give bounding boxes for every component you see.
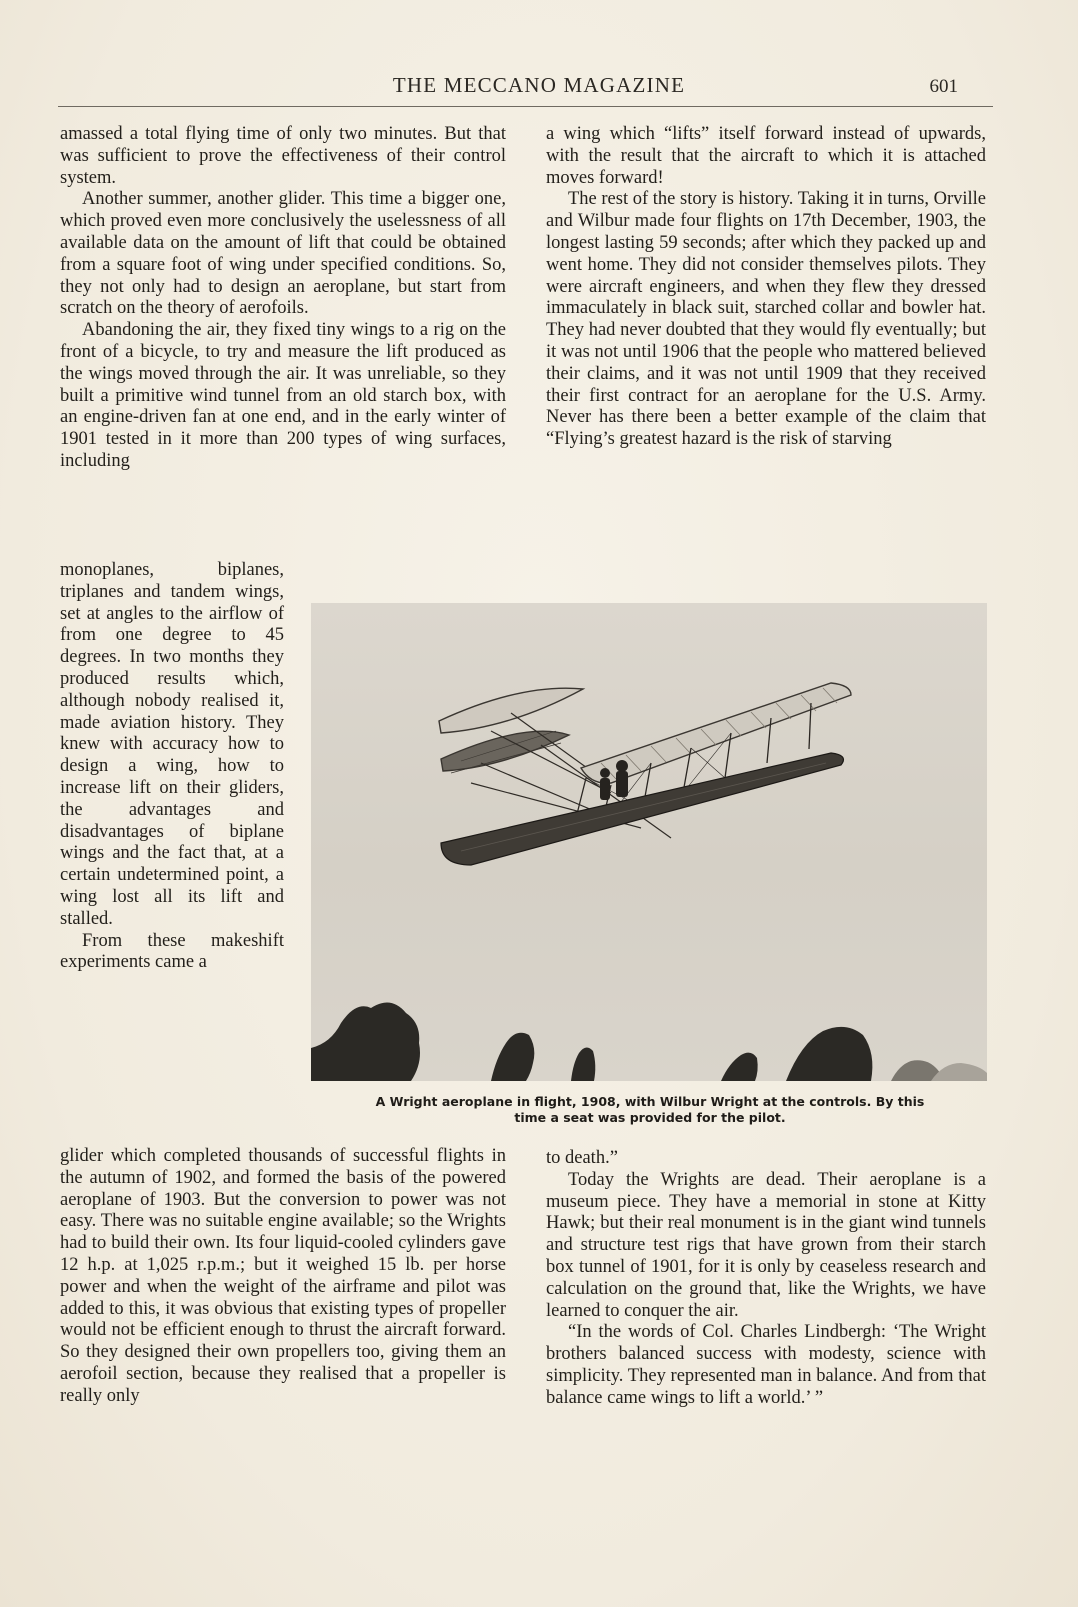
caption-line: A Wright aeroplane in flight, 1908, with Wilbur Wright at the controls. By this — [375, 1094, 925, 1109]
page-number: 601 — [929, 76, 958, 97]
paragraph: amassed a total flying time of only two minutes. But that was sufficient to prove the effectiveness of their control system. — [60, 124, 506, 188]
right-column-top — [546, 124, 986, 451]
left-column-top — [60, 124, 506, 473]
photo-caption — [300, 1094, 1000, 1126]
paragraph: From these makeshift experiments came a — [60, 930, 284, 973]
magazine-title: THE MECCANO MAGAZINE — [392, 73, 686, 97]
caption-line: time a seat was provided for the pilot. — [514, 1110, 786, 1125]
paragraph: to death.” — [546, 1148, 618, 1168]
right-column-bottom — [546, 1148, 986, 1410]
left-column-bottom — [60, 1146, 506, 1408]
tree-line — [311, 1003, 987, 1081]
paragraph: The rest of the story is history. Taking it in turns, Orville and Wilbur made four flights on 17th December, 1903, the longest lasting 59 seconds; after which they packed up and went home. They did not consider themselves pilots. They were aircraft engineers, and when they flew they dressed immaculately in black suit, starched collar and bowler hat. They had never doubted that they would fly eventually; but it was not until 1906 that the people who mattered believed their claims, and it was not until 1909 that they received their first contract for an aeroplane for the U.S. Army. Never has there been a better example of the claim that “Flying’s greatest hazard is the risk of starving — [546, 189, 986, 450]
paragraph: Today the Wrights are dead. Their aeroplane is a museum piece. They have a memorial in stone at Kitty Hawk; but their real monument is in the giant wind tunnels and structure test rigs that have grown from their starch box tunnel of 1901, for it is only by ceaseless research and calculation on the ground that, like the Wrights, we have learned to conquer the air. — [546, 1169, 986, 1321]
biplane-illustration — [311, 603, 987, 1081]
header-rule — [58, 106, 993, 107]
wright-aeroplane-photo — [311, 603, 987, 1081]
paragraph: Another summer, another glider. This time a bigger one, which proved even more conclusively the uselessness of all available data on the amount of lift that could be obtained from a square foot of wing under specified conditions. So, they not only had to design an aeroplane, but start from scratch on the theory of aerofoils. — [60, 189, 506, 319]
paragraph: monoplanes, biplanes, triplanes and tandem wings, set at angles to the airflow of from one degree to 45 degrees. In two months they produced results which, although nobody realised it, made aviation history. They knew with accuracy how to design a wing, how to increase lift on their gliders, the advantages and disadvantages of biplane wings and the fact that, at a certain undetermined point, a wing lost all its lift and stalled. — [60, 560, 284, 929]
paragraph: “In the words of Col. Charles Lindbergh: ‘The Wright brothers balanced success with modesty, science with simplicity. They represented man in balance. And from that balance came wings to lift a world.’ ” — [546, 1322, 986, 1408]
left-column-narrow — [60, 560, 284, 974]
paragraph: Abandoning the air, they fixed tiny wings to a rig on the front of a bicycle, to try and measure the lift produced as the wings moved through the air. It was unreliable, so they built a primitive wind tunnel from an old starch box, with an engine-driven fan at one end, and in the early winter of 1901 tested in it more than 200 types of wing surfaces, including — [60, 320, 506, 471]
running-head — [0, 73, 1078, 103]
paragraph: a wing which “lifts” itself forward instead of upwards, with the result that the aircraft to which it is attached moves forward! — [546, 124, 986, 188]
paragraph: glider which completed thousands of successful flights in the autumn of 1902, and formed the basis of the powered aeroplane of 1903. But the conversion to power was not easy. There was no suitable engine available; so the Wrights had to build their own. Its four liquid-cooled cylinders gave 12 h.p. at 1,025 r.p.m.; but it weighed 15 lb. per horse power and when the weight of the airframe and pilot was added to this, it was obvious that existing types of propeller would not be efficient enough to thrust the aircraft forward. So they designed their own propellers too, giving them an aerofoil section, because they realised that a propeller is really only — [60, 1146, 506, 1406]
